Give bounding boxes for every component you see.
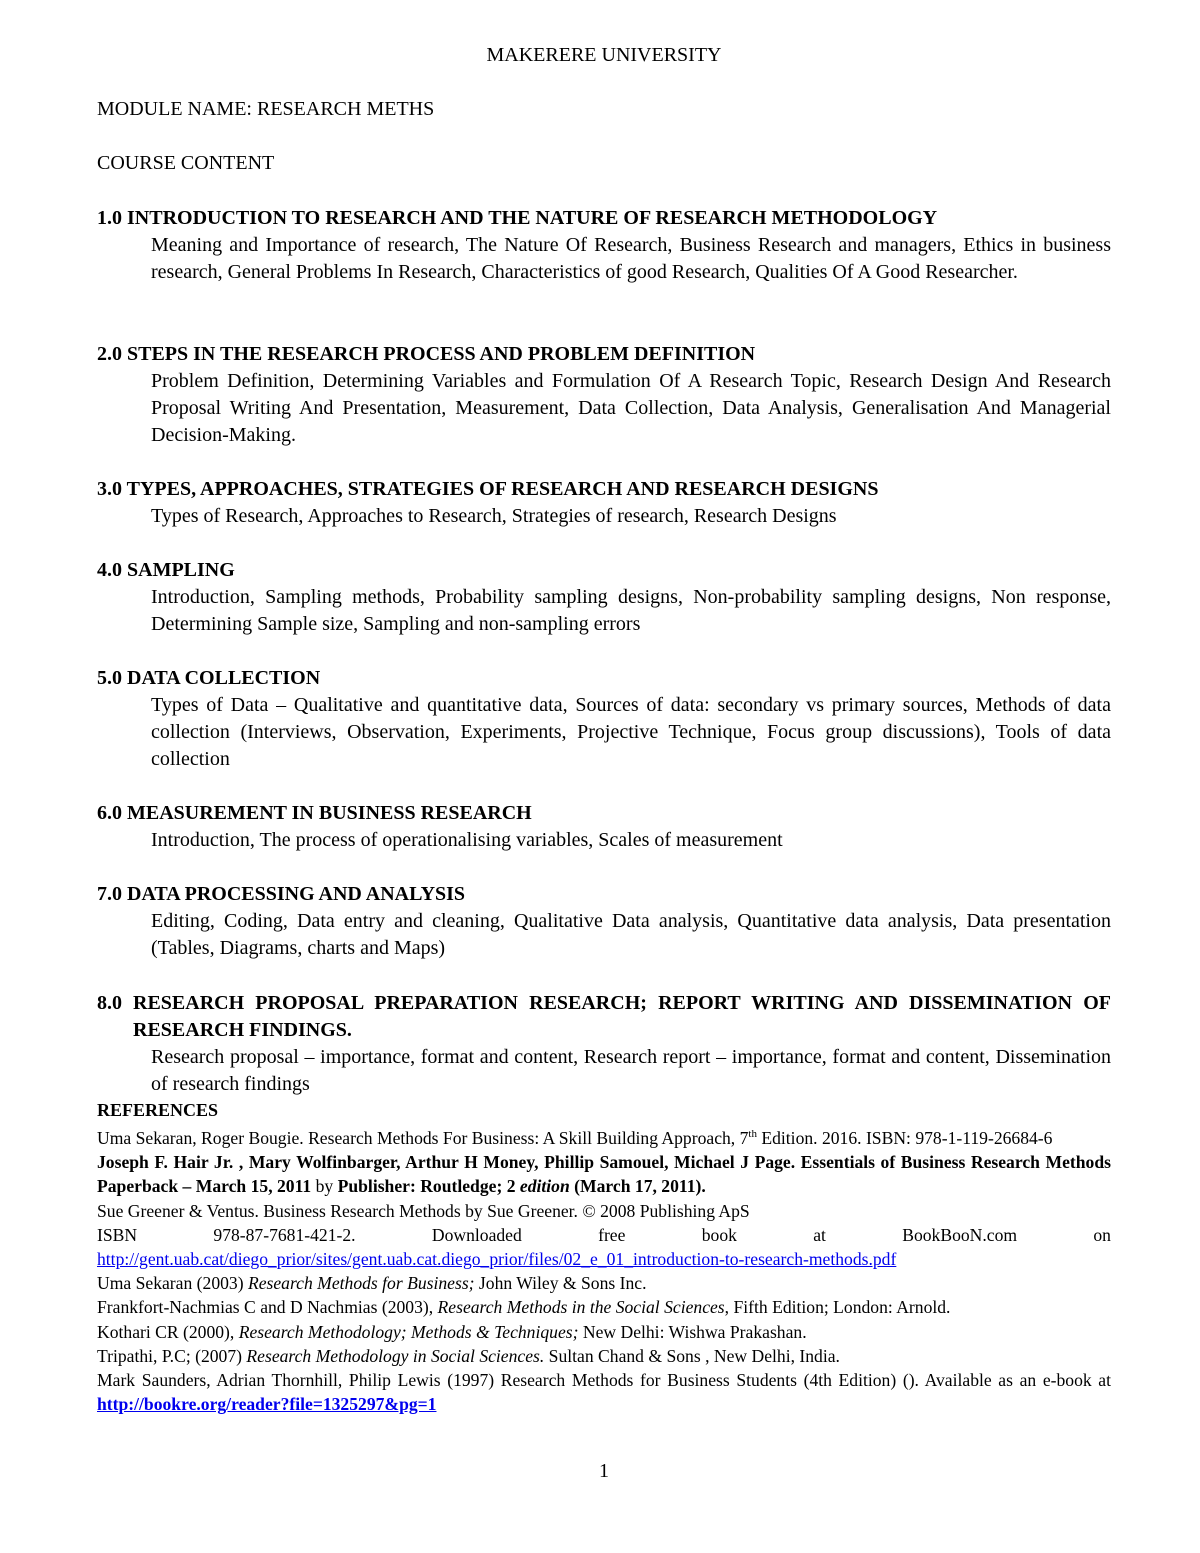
section-4 bbox=[97, 557, 1111, 638]
section-body: Types of Research, Approaches to Research, Strategies of research, Research Designs bbox=[151, 505, 837, 527]
reference-item: Joseph F. Hair Jr. , Mary Wolfinbarger, Arthur H Money, Phillip Samouel, Michael J Page. Essentials of Business Research Methods Paperback – March 15, 2011 by Publisher: Routledge; 2 edition (March 17, 2011). bbox=[97, 1152, 1111, 1197]
reference-item: Sue Greener & Ventus. Business Research Methods by Sue Greener. © 2008 Publishing ApS bbox=[97, 1200, 750, 1221]
section-body: Meaning and Importance of research, The Nature Of Research, Business Research and managers, Ethics in business research, General Problems In Research, Characteristics of good Research, Qualities Of A Good Researcher. bbox=[151, 234, 1111, 283]
reference-item: Tripathi, P.C; (2007) Research Methodology in Social Sciences. Sultan Chand & Sons , New Delhi, India. bbox=[97, 1345, 840, 1366]
section-heading: 4.0 SAMPLING bbox=[97, 559, 235, 581]
reference-item: Uma Sekaran (2003) Research Methods for Business; John Wiley & Sons Inc. bbox=[97, 1273, 647, 1294]
section-1 bbox=[97, 205, 1111, 286]
module-name: MODULE NAME: RESEARCH METHS bbox=[97, 98, 435, 120]
reference-item: Uma Sekaran, Roger Bougie. Research Methods For Business: A Skill Building Approach, 7th Edition. 2016. ISBN: 978-1-119-26684-6 bbox=[97, 1128, 1053, 1149]
section-body: Editing, Coding, Data entry and cleaning, Qualitative Data analysis, Quantitative data analysis, Data presentation (Tables, Diagrams, charts and Maps) bbox=[151, 910, 1111, 959]
reference-item: Kothari CR (2000), Research Methodology; Methods & Techniques; New Delhi: Wishwa Prakashan. bbox=[97, 1321, 807, 1342]
references-heading: REFERENCES bbox=[97, 1100, 219, 1120]
section-3 bbox=[97, 476, 1111, 530]
section-heading: 7.0 DATA PROCESSING AND ANALYSIS bbox=[97, 883, 466, 905]
section-body: Introduction, The process of operationalising variables, Scales of measurement bbox=[151, 829, 783, 851]
section-body: Types of Data – Qualitative and quantitative data, Sources of data: secondary vs primary sources, Methods of data collection (Interviews, Observation, Experiments, Projective Technique, Focus group discussions), Tools of data collection bbox=[151, 694, 1111, 770]
references bbox=[97, 1098, 1111, 1417]
section-8 bbox=[97, 990, 1111, 1098]
section-heading: 3.0 TYPES, APPROACHES, STRATEGIES OF RESEARCH AND RESEARCH DESIGNS bbox=[97, 478, 879, 500]
section-2 bbox=[97, 341, 1111, 449]
section-heading: 1.0 INTRODUCTION TO RESEARCH AND THE NATURE OF RESEARCH METHODOLOGY bbox=[97, 207, 938, 229]
reference-link-bookre[interactable]: http://bookre.org/reader?file=1325297&pg=1 bbox=[97, 1394, 437, 1415]
section-5 bbox=[97, 665, 1111, 773]
reference-item: Mark Saunders, Adrian Thornhill, Philip Lewis (1997) Research Methods for Business Students (4th Edition) (). Available as an e-book at http://bookre.org/reader?file=1325297&pg=1 bbox=[97, 1370, 1111, 1415]
section-heading: 5.0 DATA COLLECTION bbox=[97, 667, 321, 689]
section-heading: 6.0 MEASUREMENT IN BUSINESS RESEARCH bbox=[97, 802, 532, 824]
university-title: MAKERERE UNIVERSITY bbox=[486, 44, 722, 66]
reference-isbn-line: ISBN 978-87-7681-421-2. Downloaded free book at BookBooN.com on bbox=[97, 1224, 1111, 1245]
course-content-heading: COURSE CONTENT bbox=[97, 152, 275, 174]
section-body: Introduction, Sampling methods, Probability sampling designs, Non-probability sampling designs, Non response, Determining Sample size, Sampling and non-sampling errors bbox=[151, 586, 1111, 635]
reference-link-uab[interactable]: http://gent.uab.cat/diego_prior/sites/gent.uab.cat.diego_prior/files/02_e_01_introduction-to-research-methods.pdf bbox=[97, 1249, 897, 1270]
section-heading: 2.0 STEPS IN THE RESEARCH PROCESS AND PROBLEM DEFINITION bbox=[97, 343, 756, 365]
page-number: 1 bbox=[599, 1460, 609, 1482]
section-body: Research proposal – importance, format and content, Research report – importance, format and content, Dissemination of research findings bbox=[151, 1046, 1111, 1095]
section-heading: 8.0 RESEARCH PROPOSAL PREPARATION RESEARCH; REPORT WRITING AND DISSEMINATION OF RESEARCH FINDINGS. bbox=[97, 992, 1111, 1041]
reference-item: Frankfort-Nachmias C and D Nachmias (2003), Research Methods in the Social Sciences, Fifth Edition; London: Arnold. bbox=[97, 1297, 951, 1318]
section-body: Problem Definition, Determining Variables and Formulation Of A Research Topic, Research Design And Research Proposal Writing And Presentation, Measurement, Data Collection, Data Analysis, Generalisation And Managerial Decision-Making. bbox=[151, 370, 1111, 446]
section-6 bbox=[97, 800, 1111, 854]
section-7 bbox=[97, 881, 1111, 962]
